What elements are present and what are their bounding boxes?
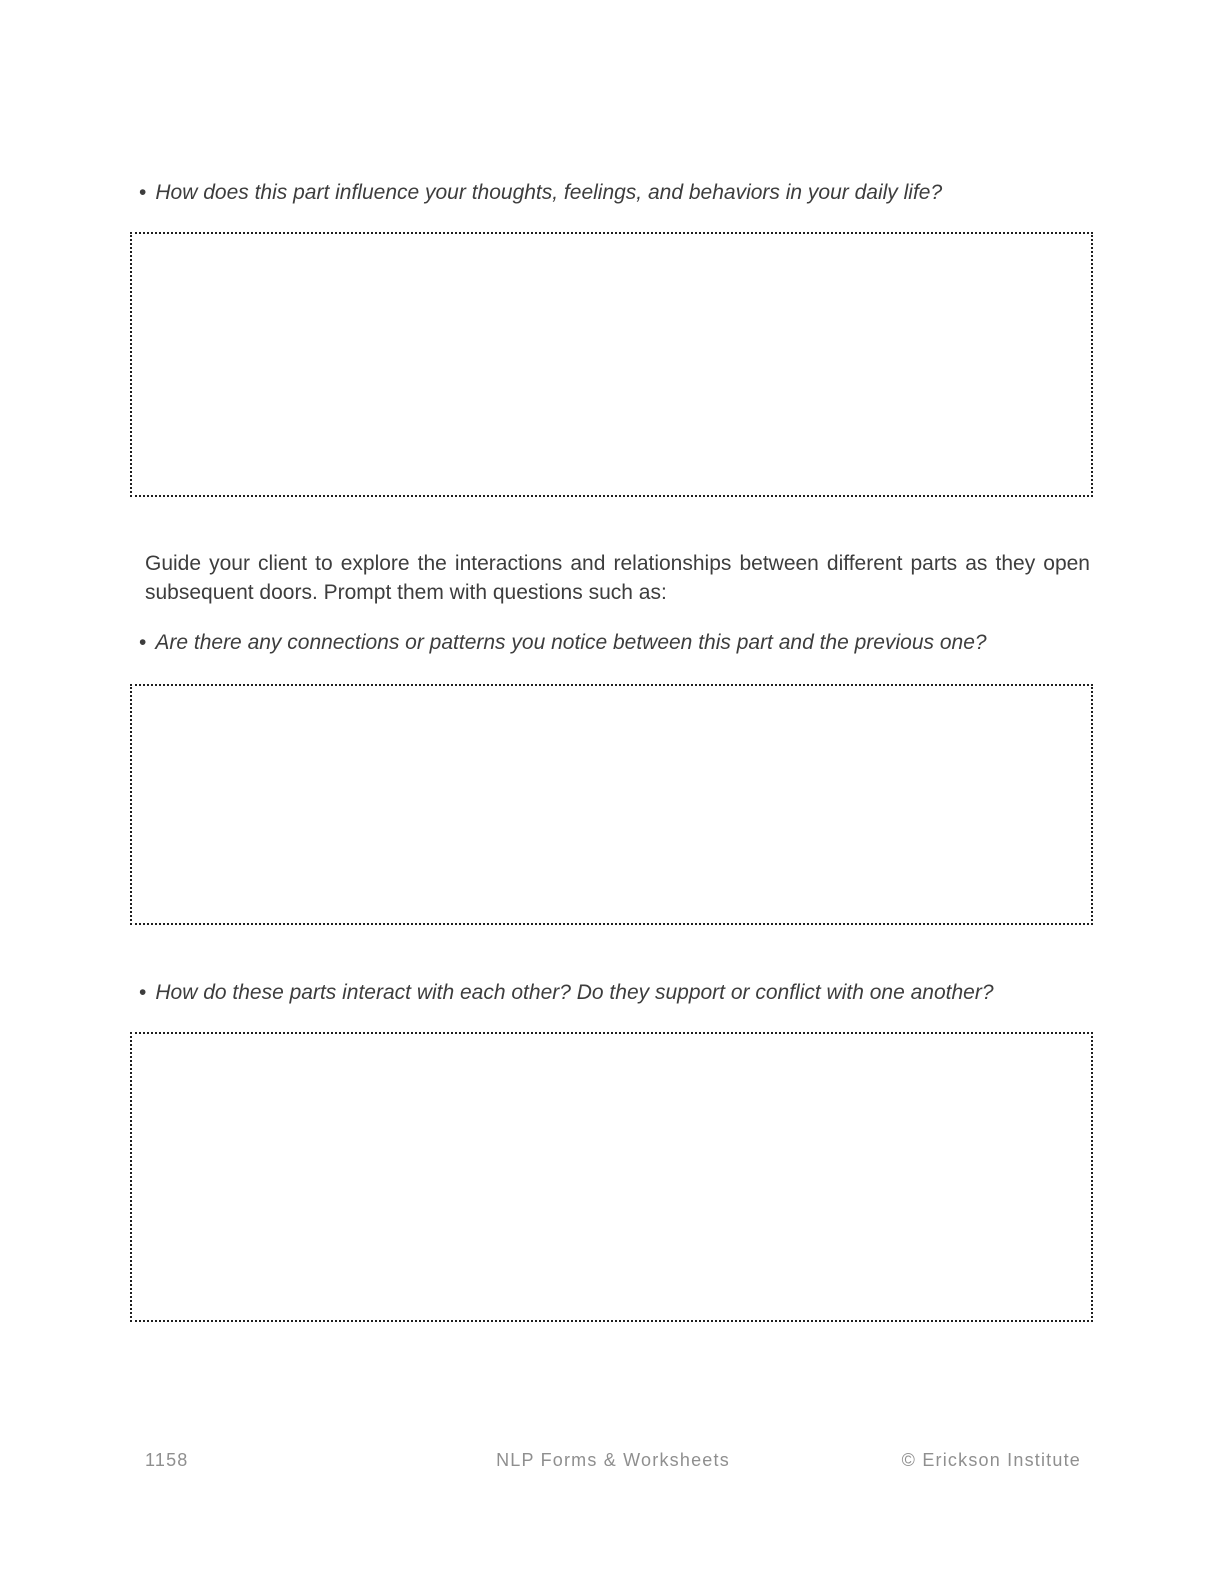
instruction-text: Guide your client to explore the interactions and relationships between different parts as they open subsequent doors. Prompt them with questions such as: — [145, 552, 1090, 604]
answer-box-2[interactable] — [130, 684, 1093, 925]
answer-box-1[interactable] — [130, 232, 1093, 497]
question-item-1 — [139, 179, 1089, 207]
footer-copyright: © Erickson Institute — [901, 1450, 1081, 1470]
bullet-icon: • — [139, 181, 147, 204]
answer-box-3[interactable] — [130, 1032, 1093, 1322]
question-item-2 — [139, 629, 1089, 657]
question-text-1: How does this part influence your thoughts, feelings, and behaviors in your daily life? — [155, 181, 943, 204]
page-footer — [145, 1450, 1081, 1470]
bullet-icon: • — [139, 631, 147, 654]
question-item-3 — [139, 979, 1089, 1007]
question-text-2: Are there any connections or patterns you notice between this part and the previous one? — [155, 631, 987, 654]
bullet-icon: • — [139, 981, 147, 1004]
footer-document-title: NLP Forms & Worksheets — [496, 1450, 730, 1470]
footer-page-number: 1158 — [145, 1450, 189, 1470]
question-text-3: How do these parts interact with each other? Do they support or conflict with one another? — [155, 981, 994, 1004]
